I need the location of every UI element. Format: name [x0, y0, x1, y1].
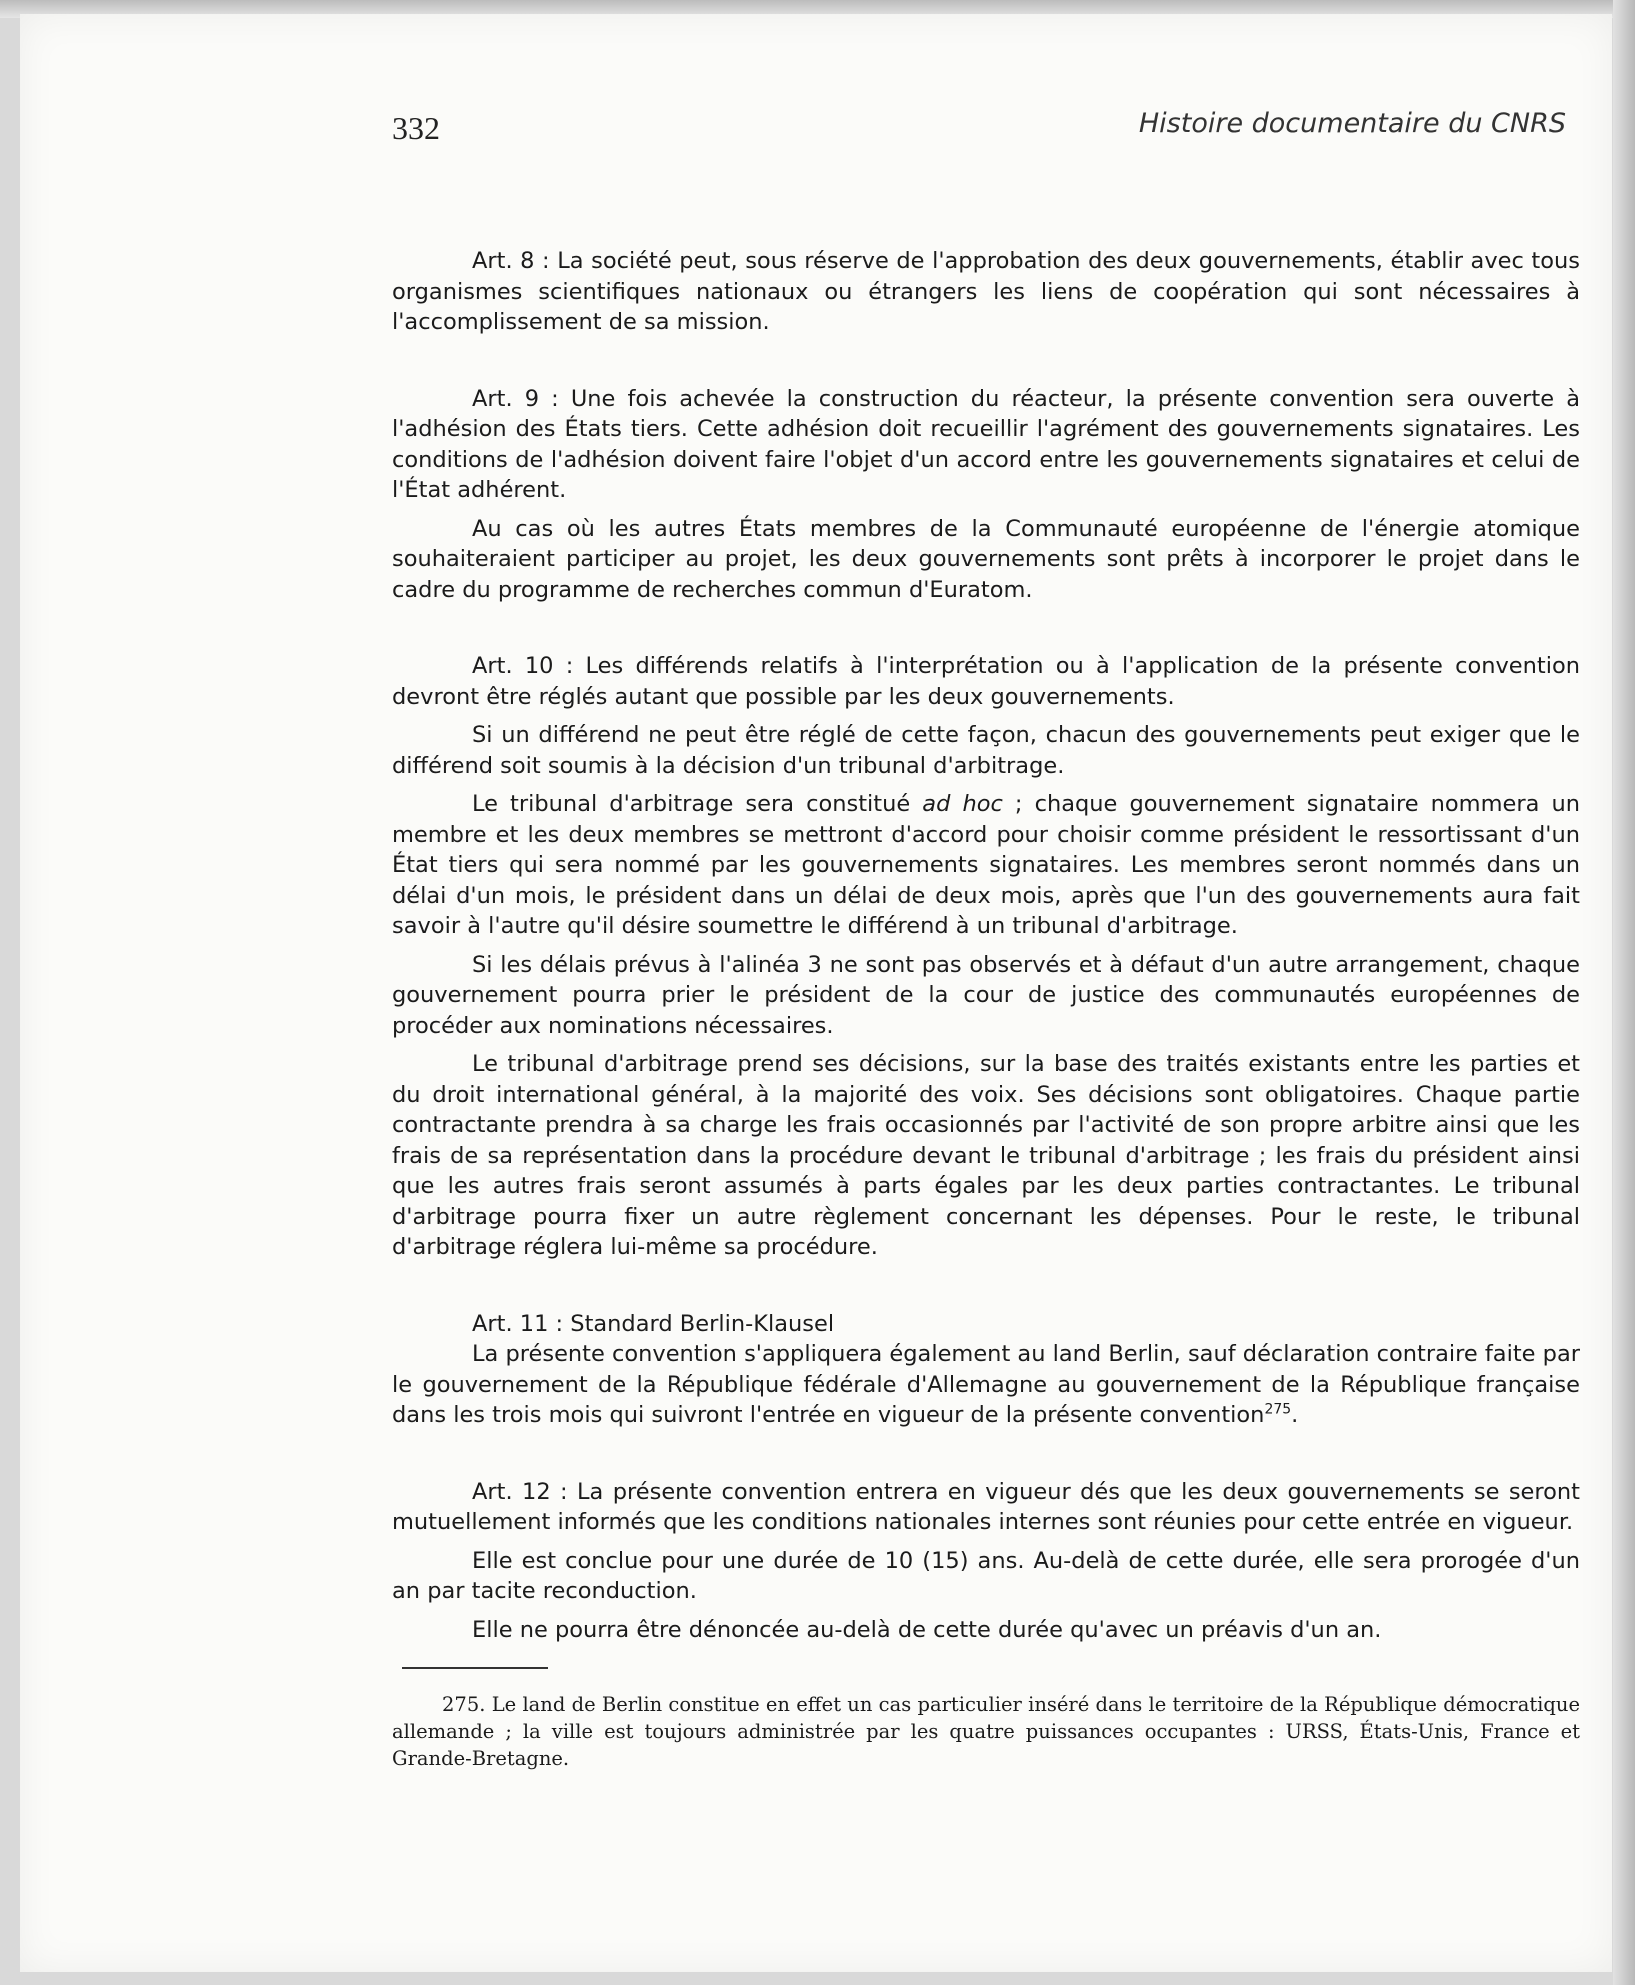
article-12 — [392, 1477, 1580, 1646]
text-run: ; chaque gouvernement signataire nommera un membre et les deux membres se mettront d'accord pour choisir comme président le ressortissant d'un État tiers qui sera nommé par les gouvernements signataires. Les membres seront nommés dans un délai d'un mois, le président dans un délai de deux mois, après que l'un des gouvernements aura fait savoir à l'autre qu'il désire soumettre le différend à un tribunal d'arbitrage. — [392, 791, 1580, 939]
paragraph — [392, 1339, 1580, 1431]
paragraph: Le tribunal d'arbitrage prend ses décisions, sur la base des traités existants entre les parties et du droit international général, à la majorité des voix. Ses décisions sont obligatoires. Chaque partie contractante prendra à sa charge les frais occasionnés par l'activité de son propre arbitre ainsi que les frais de sa représentation dans la procédure devant le tribunal d'arbitrage ; les frais du président ainsi que les autres frais seront assumés à parts égales par les deux parties contractantes. Le tribunal d'arbitrage pourra fixer un autre règlement concernant les dépenses. Pour le reste, le tribunal d'arbitrage réglera lui-même sa procédure. — [392, 1051, 1580, 1260]
page-number: 332 — [392, 110, 440, 146]
paragraph: Art. 8 : La société peut, sous réserve de l'approbation des deux gouvernements, établir avec tous organismes scientifiques nationaux ou étrangers les liens de coopération qui sont nécessaires à l'accomplissement de sa mission. — [392, 248, 1580, 335]
article-heading: Art. 11 : Standard Berlin-Klausel — [472, 1310, 835, 1337]
running-title: Histoire documentaire du CNRS — [1138, 108, 1566, 139]
paragraph: Elle est conclue pour une durée de 10 (15) ans. Au-delà de cette durée, elle sera prorogée d'un an par tacite reconduction. — [392, 1547, 1580, 1604]
footnote-divider — [402, 1667, 548, 1669]
paragraph: Au cas où les autres États membres de la Communauté européenne de l'énergie atomique souhaiteraient participer au projet, les deux gouvernements sont prêts à incorporer le projet dans le cadre du programme de recherches commun d'Euratom. — [392, 515, 1580, 603]
article-8 — [392, 246, 1580, 338]
paragraph: Art. 9 : Une fois achevée la construction du réacteur, la présente convention sera ouverte à l'adhésion des États tiers. Cette adhésion doit recueillir l'agrément des gouvernements signataires. Les conditions de l'adhésion doivent faire l'objet d'un accord entre les gouvernements signataires et celui de l'État adhérent. — [392, 385, 1580, 503]
article-9 — [392, 384, 1580, 606]
article-11 — [392, 1309, 1580, 1431]
page-body — [392, 246, 1580, 1772]
paragraph: Si un différend ne peut être réglé de cette façon, chacun des gouvernements peut exiger que le différend soit soumis à la décision d'un tribunal d'arbitrage. — [392, 722, 1580, 779]
italic-term: ad hoc — [922, 791, 1003, 817]
page-header — [20, 92, 1612, 152]
paragraph: Art. 10 : Les différends relatifs à l'interprétation ou à l'application de la présente convention devront être réglés autant que possible par les deux gouvernements. — [392, 653, 1580, 710]
paragraph: Art. 12 : La présente convention entrera en vigueur dés que les deux gouvernements se seront mutuellement informés que les conditions nationales internes sont réunies pour cette entrée en vigueur. — [392, 1478, 1580, 1535]
text-run: Le tribunal d'arbitrage sera constitué — [472, 791, 923, 817]
footnote-number: 275. — [442, 1693, 486, 1716]
footnote-text: Le land de Berlin constitue en effet un cas particulier inséré dans le territoire de la République démocratique allemande ; la ville est toujours administrée par les quatre puissances occupantes : URSS, États-Unis, France et Grande-Bretagne. — [392, 1693, 1580, 1770]
book-page — [20, 14, 1612, 1972]
page-right-edge — [1613, 0, 1635, 1985]
text-run: . — [1291, 1402, 1299, 1428]
footnote — [392, 1691, 1580, 1772]
paragraph: Si les délais prévus à l'alinéa 3 ne sont pas observés et à défaut d'un autre arrangement, chaque gouvernement pourra prier le président de la cour de justice des communautés européennes de procéder aux nominations nécessaires. — [392, 951, 1580, 1039]
paragraph — [392, 789, 1580, 942]
footnote-reference[interactable]: 275 — [1264, 1401, 1292, 1418]
paragraph: Elle ne pourra être dénoncée au-delà de cette durée qu'avec un préavis d'un an. — [472, 1616, 1382, 1643]
text-run: La présente convention s'appliquera également au land Berlin, sauf déclaration contraire faite par le gouvernement de la République fédérale d'Allemagne au gouvernement de la République française dans les trois mois qui suivront l'entrée en vigueur de la présente convention — [392, 1341, 1580, 1428]
article-10 — [392, 651, 1580, 1263]
